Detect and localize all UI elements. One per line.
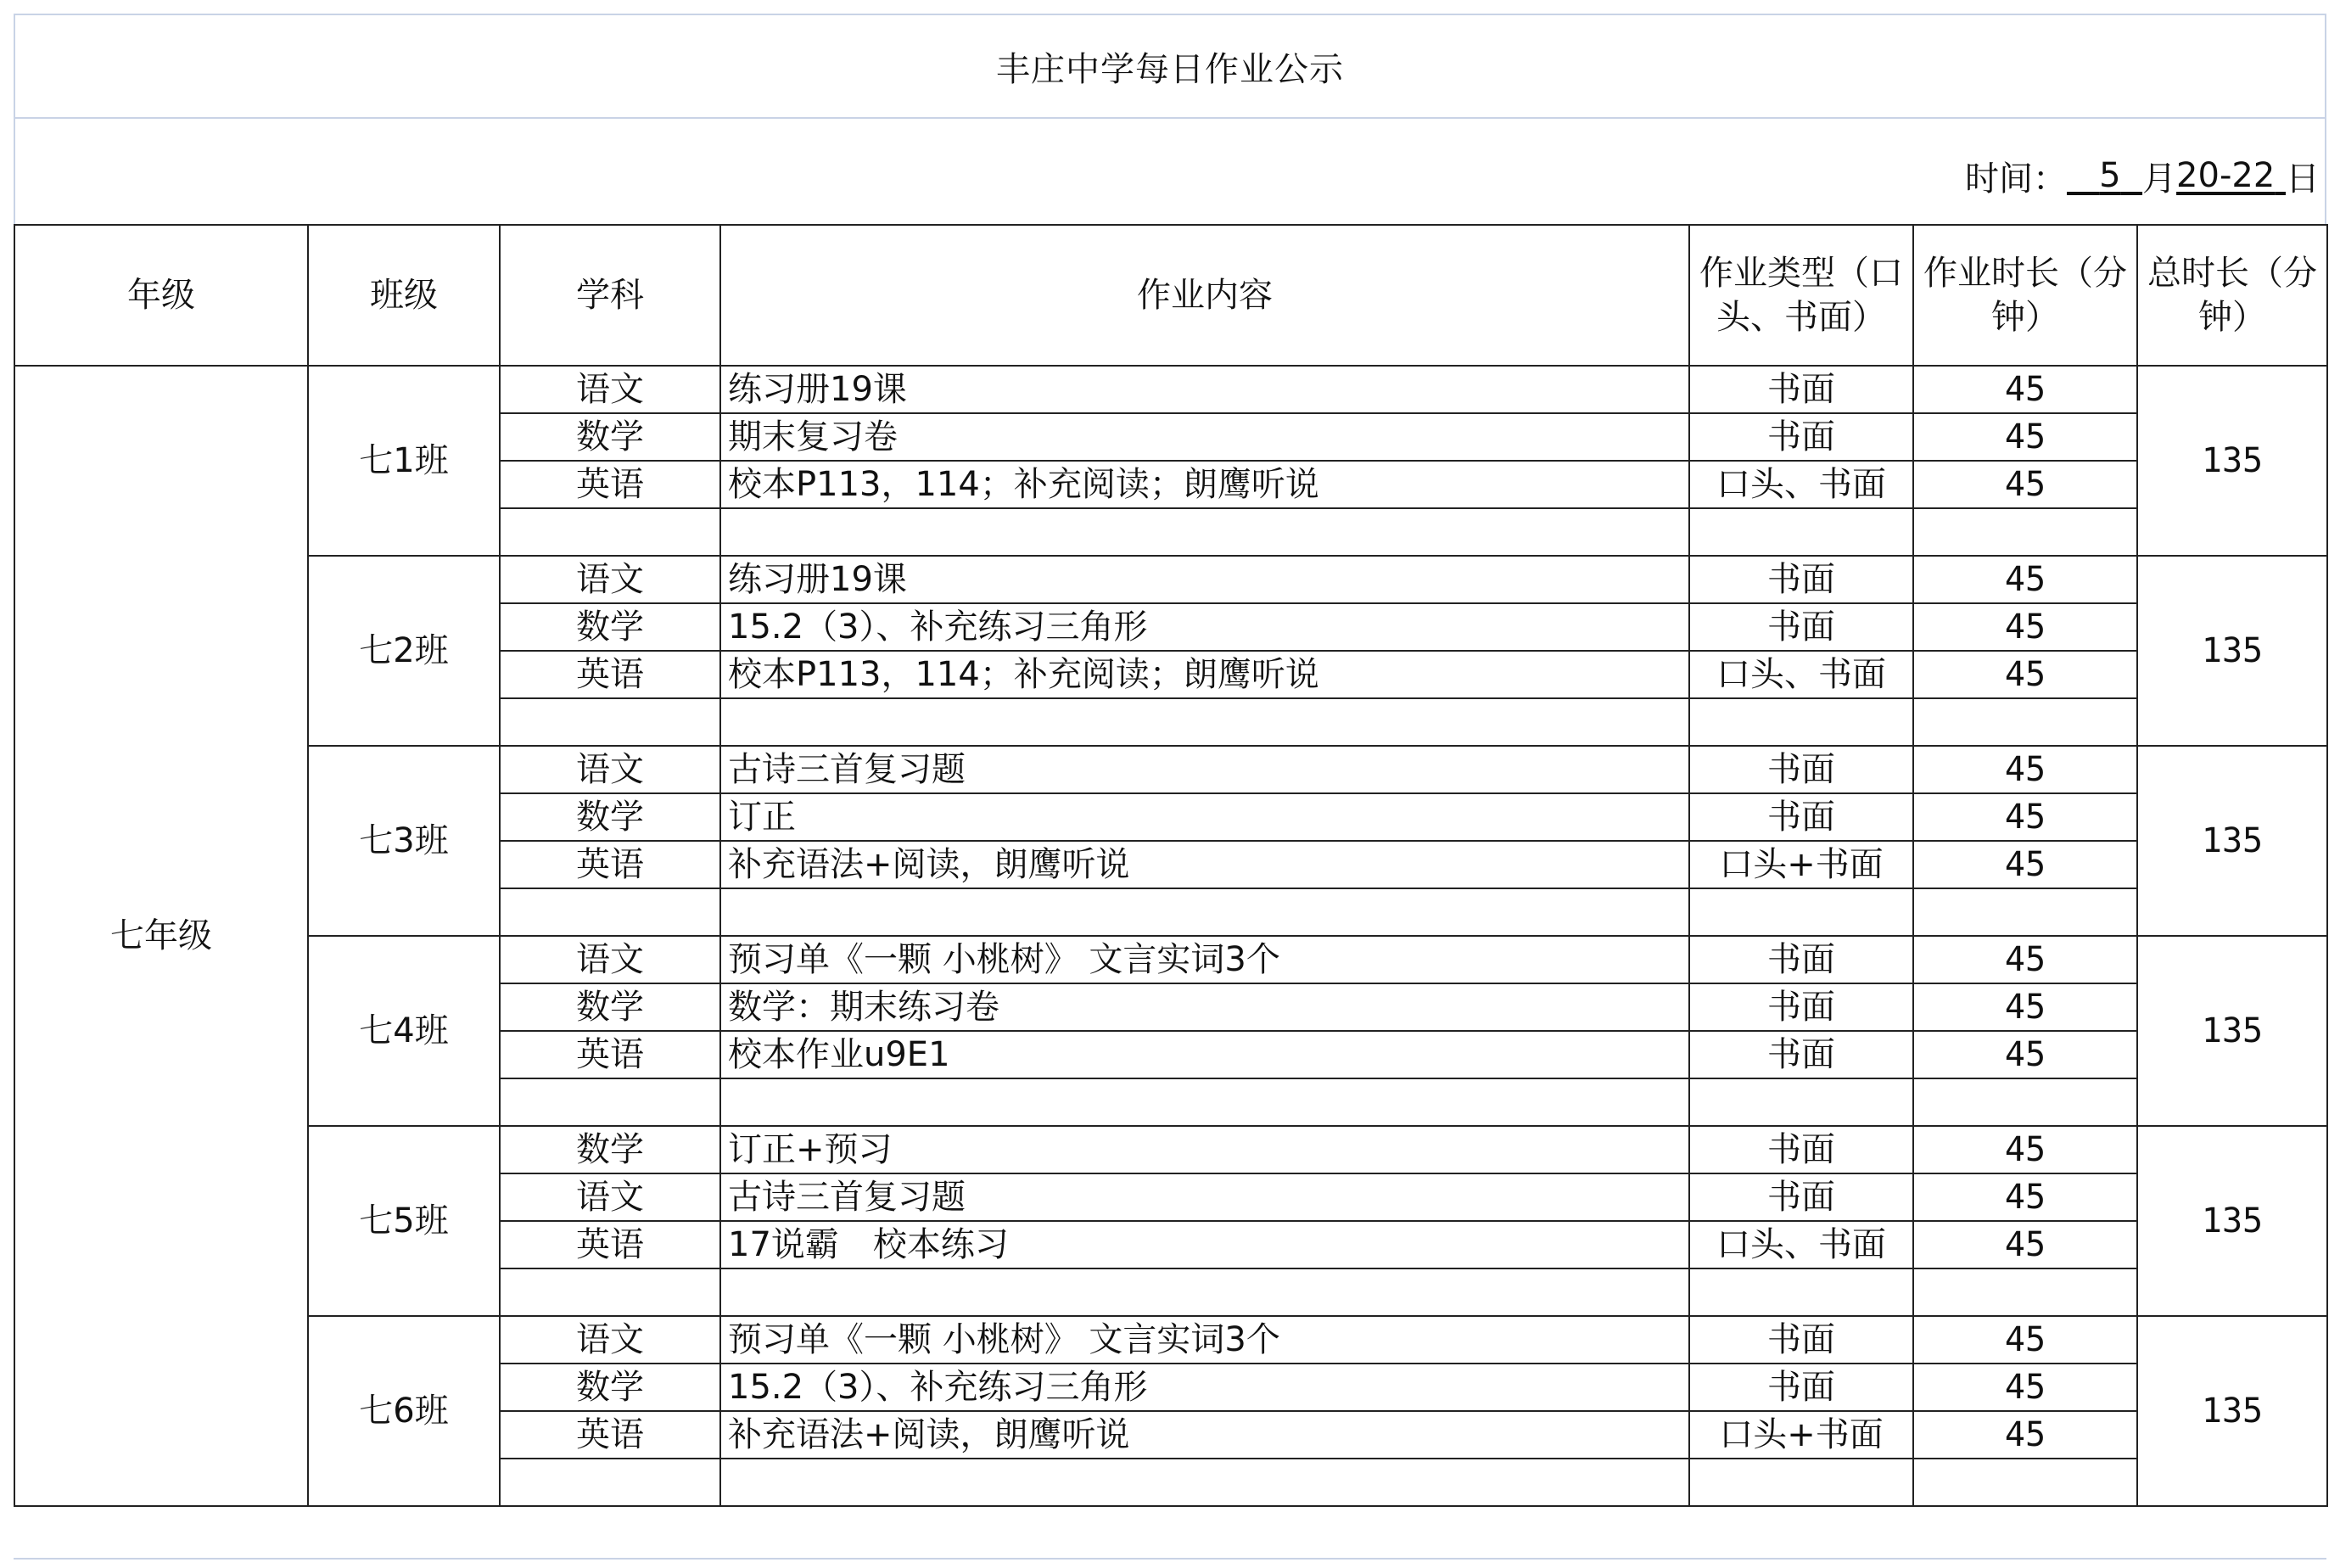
duration-cell: 45 (1913, 936, 2137, 983)
header-row (14, 225, 2327, 366)
class-name-cell: 七2班 (308, 556, 500, 746)
table-row (14, 746, 2327, 793)
duration-cell: 45 (1913, 366, 2137, 413)
duration-cell: 45 (1913, 413, 2137, 461)
subject-cell (500, 1268, 720, 1316)
subject-cell (500, 508, 720, 556)
date-prefix: 时间： (1965, 159, 2067, 199)
gridline-title-bottom (14, 117, 2326, 119)
subject-cell: 数学 (500, 1126, 720, 1173)
type-cell: 书面 (1689, 413, 1913, 461)
table-row (14, 556, 2327, 603)
duration-cell: 45 (1913, 651, 2137, 698)
subject-cell (500, 698, 720, 746)
date-line (1965, 146, 2320, 205)
total-cell: 135 (2137, 1316, 2327, 1506)
header-content: 作业内容 (720, 225, 1689, 366)
duration-cell (1913, 1459, 2137, 1506)
subject-cell: 语文 (500, 1173, 720, 1221)
total-cell: 135 (2137, 936, 2327, 1126)
content-cell: 预习单《一颗 小桃树》 文言实词3个 (720, 1316, 1689, 1364)
type-cell: 书面 (1689, 793, 1913, 841)
content-cell (720, 1078, 1689, 1126)
type-cell: 书面 (1689, 1126, 1913, 1173)
type-cell: 口头、书面 (1689, 651, 1913, 698)
type-cell: 书面 (1689, 603, 1913, 651)
type-cell: 书面 (1689, 1316, 1913, 1364)
duration-cell: 45 (1913, 983, 2137, 1031)
type-cell: 书面 (1689, 366, 1913, 413)
subject-cell: 数学 (500, 983, 720, 1031)
subject-cell (500, 888, 720, 936)
duration-cell: 45 (1913, 1031, 2137, 1078)
type-cell: 书面 (1689, 1173, 1913, 1221)
content-cell: 练习册19课 (720, 366, 1689, 413)
content-cell: 15.2（3）、补充练习三角形 (720, 1364, 1689, 1411)
duration-cell: 45 (1913, 1411, 2137, 1459)
month-unit: 月 (2142, 159, 2177, 199)
subject-cell: 英语 (500, 841, 720, 888)
class-name-cell: 七4班 (308, 936, 500, 1126)
class-name-cell: 七1班 (308, 366, 500, 556)
type-cell (1689, 1268, 1913, 1316)
content-cell: 订正 (720, 793, 1689, 841)
duration-cell: 45 (1913, 461, 2137, 508)
day-unit: 日 (2286, 159, 2320, 199)
subject-cell: 语文 (500, 936, 720, 983)
type-cell: 书面 (1689, 556, 1913, 603)
header-grade: 年级 (14, 225, 308, 366)
duration-cell (1913, 1078, 2137, 1126)
content-cell (720, 698, 1689, 746)
type-cell (1689, 1459, 1913, 1506)
content-cell (720, 1459, 1689, 1506)
content-cell: 校本P113，114；补充阅读；朗鹰听说 (720, 651, 1689, 698)
content-cell (720, 888, 1689, 936)
duration-cell: 45 (1913, 556, 2137, 603)
subject-cell: 英语 (500, 461, 720, 508)
table-row (14, 366, 2327, 413)
table-row (14, 1316, 2327, 1364)
type-cell (1689, 888, 1913, 936)
content-cell: 古诗三首复习题 (720, 1173, 1689, 1221)
header-type: 作业类型（口头、书面） (1689, 225, 1913, 366)
subject-cell: 英语 (500, 1221, 720, 1268)
class-name-cell: 七5班 (308, 1126, 500, 1316)
duration-cell: 45 (1913, 1316, 2137, 1364)
content-cell: 校本作业u9E1 (720, 1031, 1689, 1078)
content-cell: 补充语法+阅读，朗鹰听说 (720, 1411, 1689, 1459)
content-cell: 17说霸 校本练习 (720, 1221, 1689, 1268)
type-cell: 书面 (1689, 1364, 1913, 1411)
content-cell: 15.2（3）、补充练习三角形 (720, 603, 1689, 651)
total-cell: 135 (2137, 1126, 2327, 1316)
duration-cell (1913, 698, 2137, 746)
sheet-title: 丰庄中学每日作业公示 (996, 49, 1344, 89)
type-cell: 口头、书面 (1689, 1221, 1913, 1268)
content-cell: 古诗三首复习题 (720, 746, 1689, 793)
header-duration: 作业时长（分钟） (1913, 225, 2137, 366)
content-cell: 补充语法+阅读，朗鹰听说 (720, 841, 1689, 888)
duration-cell: 45 (1913, 841, 2137, 888)
content-cell: 订正+预习 (720, 1126, 1689, 1173)
total-cell: 135 (2137, 556, 2327, 746)
content-cell (720, 1268, 1689, 1316)
duration-cell: 45 (1913, 1126, 2137, 1173)
content-cell: 数学：期末练习卷 (720, 983, 1689, 1031)
type-cell (1689, 1078, 1913, 1126)
day-value: 20-22 (2176, 156, 2276, 195)
subject-cell: 英语 (500, 651, 720, 698)
duration-cell (1913, 1268, 2137, 1316)
subject-cell: 数学 (500, 413, 720, 461)
duration-cell: 45 (1913, 1221, 2137, 1268)
subject-cell: 语文 (500, 556, 720, 603)
subject-cell: 语文 (500, 746, 720, 793)
table-row (14, 936, 2327, 983)
duration-cell: 45 (1913, 603, 2137, 651)
type-cell: 书面 (1689, 1031, 1913, 1078)
duration-cell: 45 (1913, 1173, 2137, 1221)
type-cell: 口头、书面 (1689, 461, 1913, 508)
subject-cell: 语文 (500, 1316, 720, 1364)
type-cell: 书面 (1689, 936, 1913, 983)
month-value: 5 (2099, 156, 2121, 195)
gridline-bottom (14, 1558, 2326, 1560)
content-cell (720, 508, 1689, 556)
duration-cell: 45 (1913, 746, 2137, 793)
content-cell: 期末复习卷 (720, 413, 1689, 461)
subject-cell: 数学 (500, 793, 720, 841)
table-row (14, 1126, 2327, 1173)
content-cell: 预习单《一颗 小桃树》 文言实词3个 (720, 936, 1689, 983)
type-cell: 书面 (1689, 983, 1913, 1031)
duration-cell (1913, 888, 2137, 936)
subject-cell (500, 1078, 720, 1126)
type-cell: 口头+书面 (1689, 841, 1913, 888)
gridline-right (2325, 14, 2326, 226)
header-class: 班级 (308, 225, 500, 366)
total-cell: 135 (2137, 366, 2327, 556)
grade-cell: 七年级 (14, 366, 308, 1506)
content-cell: 校本P113，114；补充阅读；朗鹰听说 (720, 461, 1689, 508)
total-cell: 135 (2137, 746, 2327, 936)
subject-cell: 数学 (500, 603, 720, 651)
type-cell: 口头+书面 (1689, 1411, 1913, 1459)
type-cell: 书面 (1689, 746, 1913, 793)
content-cell: 练习册19课 (720, 556, 1689, 603)
subject-cell: 语文 (500, 366, 720, 413)
type-cell (1689, 508, 1913, 556)
subject-cell: 英语 (500, 1031, 720, 1078)
duration-cell (1913, 508, 2137, 556)
duration-cell: 45 (1913, 1364, 2137, 1411)
header-subject: 学科 (500, 225, 720, 366)
class-name-cell: 七3班 (308, 746, 500, 936)
type-cell (1689, 698, 1913, 746)
subject-cell (500, 1459, 720, 1506)
subject-cell: 数学 (500, 1364, 720, 1411)
duration-cell: 45 (1913, 793, 2137, 841)
homework-table (14, 224, 2328, 1507)
header-total: 总时长（分钟） (2137, 225, 2327, 366)
class-name-cell: 七6班 (308, 1316, 500, 1506)
subject-cell: 英语 (500, 1411, 720, 1459)
